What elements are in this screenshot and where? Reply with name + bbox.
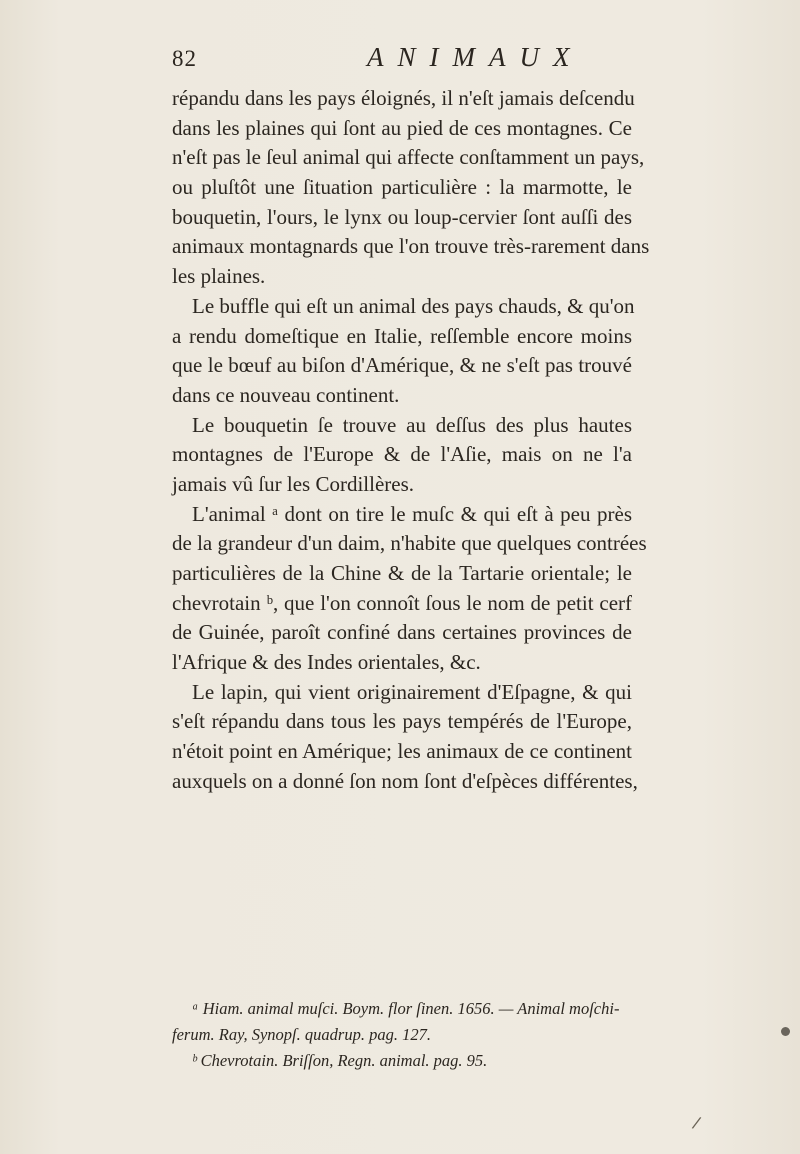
body-line: l'Afrique & des Indes orientales, &c. [172,650,481,675]
body-line: les plaines. [172,264,266,289]
footnote-a-continued: ferum. Ray, Synopſ. quadrup. pag. 127. [172,1025,431,1044]
body-line: Le buffle qui eſt un animal des pays chauds, & qu'on [192,293,635,318]
footnote-b: ᵇ Chevrotain. Briſſon, Regn. animal. pag. 95. [192,1051,488,1070]
body-line: de Guinée, paroît confiné dans certaines provinces de [172,620,632,645]
body-line: montagnes de l'Europe & de l'Aſie, mais on ne l'a [172,442,632,467]
page-number: 82 [172,46,197,71]
body-line: répandu dans les pays éloignés, il n'eſt jamais deſcendu [172,86,635,110]
page-header [172,42,627,82]
body-line: ou pluſtôt une ſituation particulière : la marmotte, le [172,175,632,200]
body-line: dans ce nouveau continent. [172,382,400,407]
body-line: animaux montagnards que l'on trouve très-rarement dans [172,234,650,259]
stray-pencil-mark: / [690,1112,703,1133]
footnote-a: ᵃ Hiam. animal muſci. Boym. flor ſinen. 1656. — Animal moſchi- [192,999,620,1018]
body-line: Le bouquetin ſe trouve au deſſus des plus hautes [192,412,632,437]
body-line: chevrotain ᵇ, que l'on connoît ſous le nom de petit cerf [172,590,632,615]
body-line: dans les plaines qui ſont au pied de ces montagnes. Ce [172,115,632,140]
body-line: Le lapin, qui vient originairement d'Eſpagne, & qui [192,679,632,704]
body-line: jamais vû ſur les Cordillères. [172,471,415,496]
running-title: ANIMAUX [367,42,584,72]
body-line: s'eſt répandu dans tous les pays tempérés de l'Europe, [172,709,632,734]
ink-spot [781,1027,790,1036]
body-line: a rendu domeſtique en Italie, reſſemble encore moins [172,323,632,348]
body-line: n'étoit point en Amérique; les animaux de ce continent [172,739,632,764]
footnotes [172,996,632,1074]
body-line: que le bœuf au biſon d'Amérique, & ne s'eſt pas trouvé [172,353,632,378]
body-line: n'eſt pas le ſeul animal qui affecte conſtamment un pays, [172,145,645,170]
body-line: auxquels on a donné ſon nom ſont d'eſpèces différentes, [172,768,638,793]
body-line: bouquetin, l'ours, le lynx ou loup-cervier ſont auſſi des [172,204,632,229]
body-line: de la grandeur d'un daim, n'habite que quelques contrées [172,531,647,556]
body-text [172,84,650,797]
body-line: particulières de la Chine & de la Tartarie orientale; le [172,561,632,585]
body-line: L'animal ᵃ dont on tire le muſc & qui eſt à peu près [192,501,632,526]
